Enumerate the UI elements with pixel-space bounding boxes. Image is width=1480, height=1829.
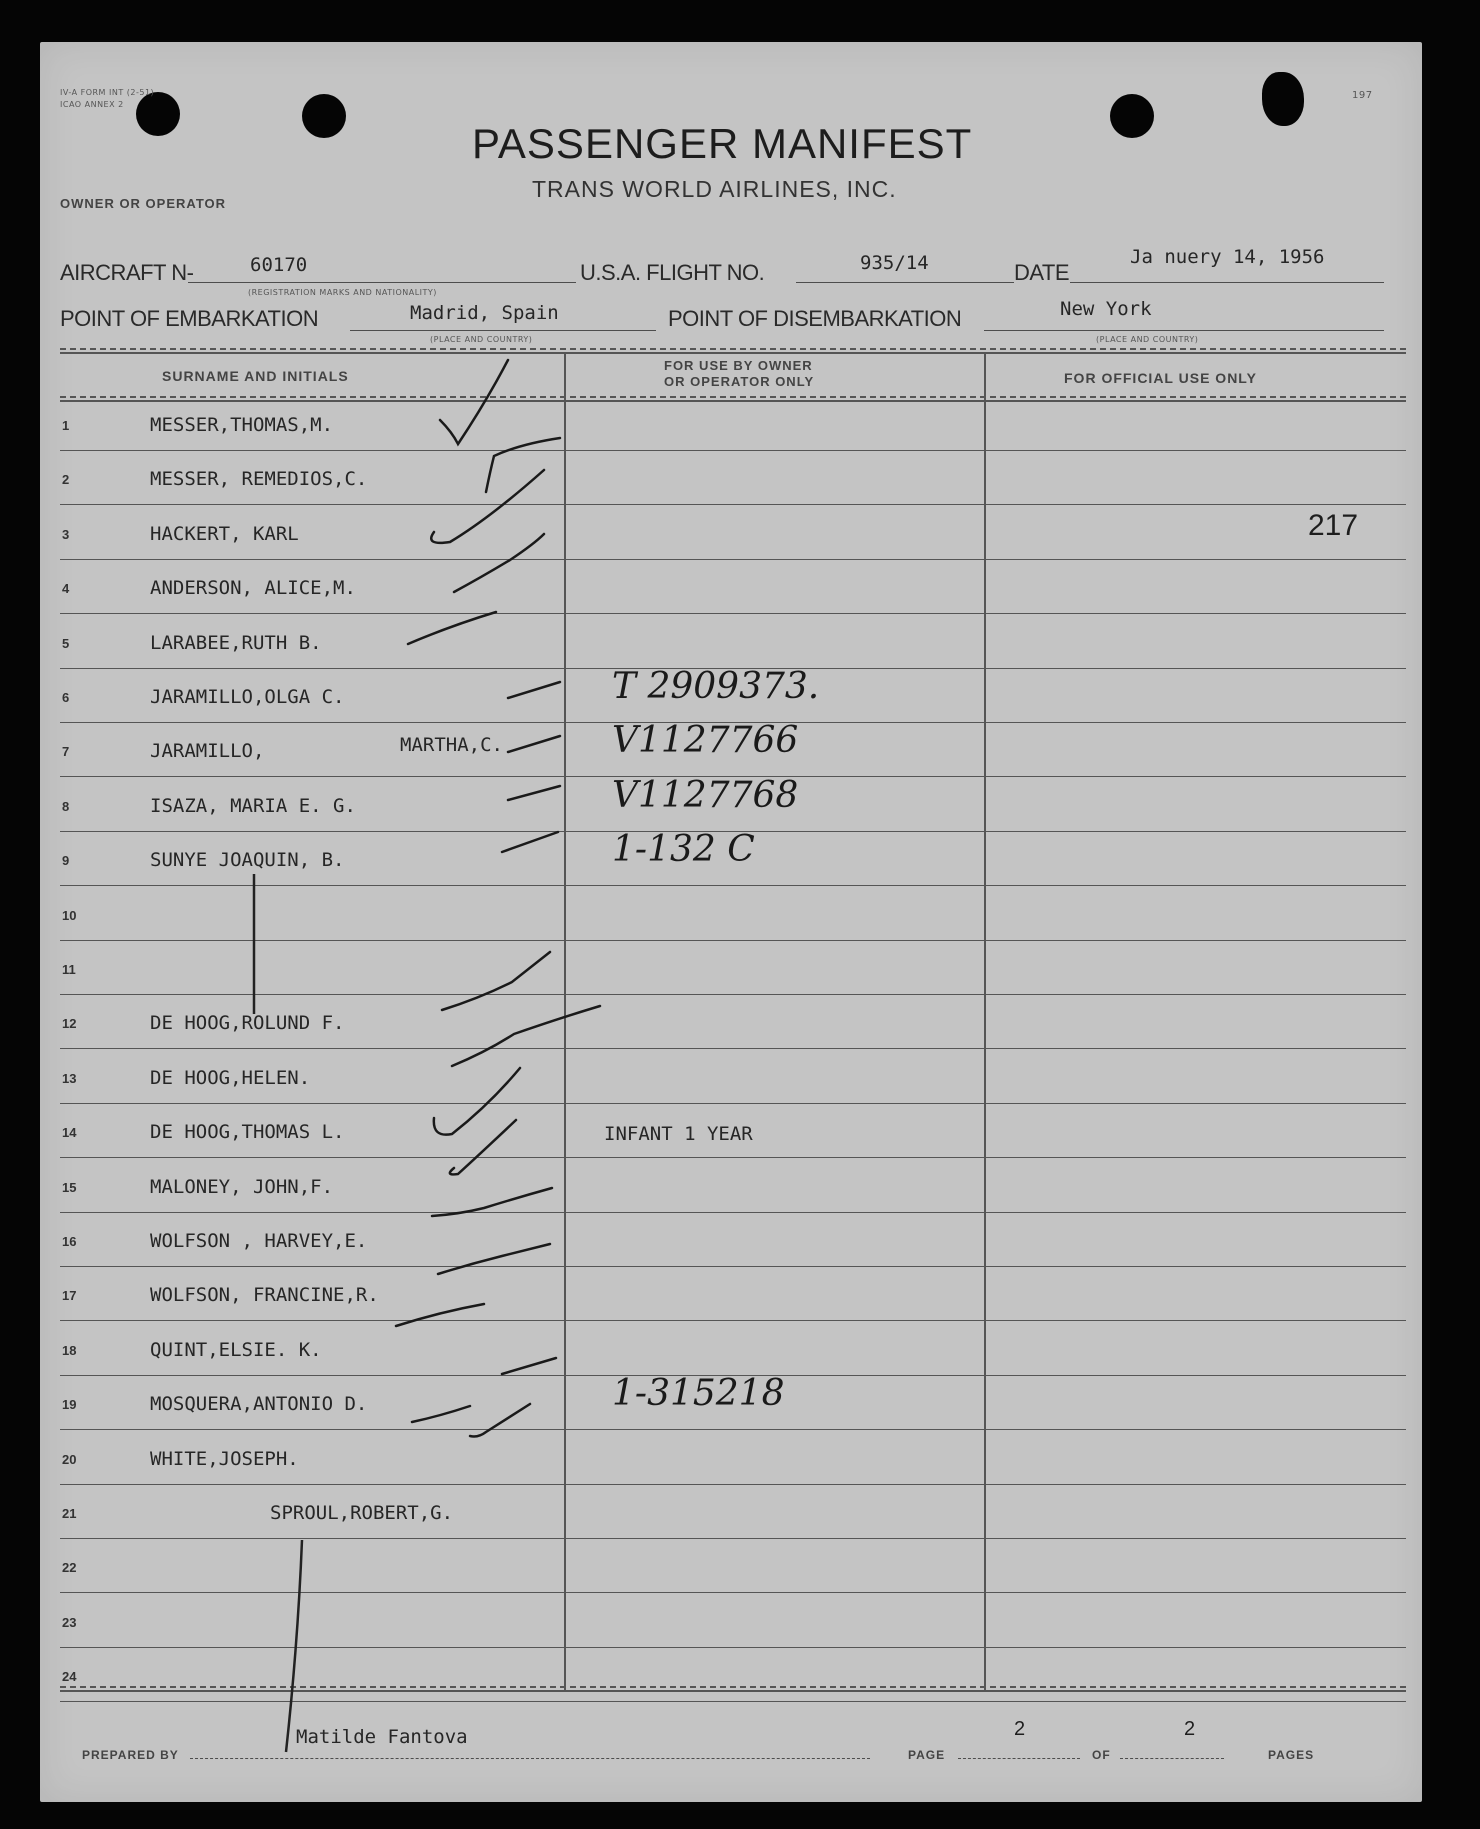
- embarkation-point: Madrid, Spain: [410, 302, 559, 324]
- owner-use-entry: V1127768: [612, 774, 799, 816]
- passenger-name: DE HOOG,ROLUND F.: [150, 1012, 345, 1035]
- row-number: 14: [62, 1125, 77, 1141]
- passenger-name: ISAZA, MARIA E. G.: [150, 794, 356, 817]
- passenger-name: JARAMILLO,OLGA C.: [150, 686, 345, 708]
- passenger-name: DE HOOG,THOMAS L.: [150, 1121, 345, 1144]
- passenger-name-extra: MARTHA,C.: [400, 734, 503, 757]
- row-number: 18: [62, 1342, 77, 1358]
- passenger-name: SPROUL,ROBERT,G.: [270, 1502, 454, 1524]
- row-number: 16: [62, 1234, 77, 1249]
- icao-annex: ICAO ANNEX 2: [60, 100, 124, 109]
- passenger-name: JARAMILLO,: [150, 740, 265, 763]
- row-number: 1: [62, 418, 70, 433]
- row-number: 10: [62, 907, 77, 923]
- passenger-name: HACKERT, KARL: [150, 522, 299, 545]
- owner-use-entry: V1127766: [612, 720, 799, 762]
- page-label: PAGE: [908, 1748, 946, 1762]
- registration-note: (REGISTRATION MARKS AND NATIONALITY): [248, 288, 437, 297]
- row-number: 8: [62, 798, 70, 814]
- row-number: 7: [62, 744, 70, 760]
- col-official-header: FOR OFFICIAL USE ONLY: [1064, 370, 1257, 386]
- disembarkation-point: New York: [1060, 298, 1152, 320]
- total-pages: 2: [1184, 1718, 1196, 1740]
- passenger-name: DE HOOG,HELEN.: [150, 1066, 311, 1089]
- passenger-name: ANDERSON, ALICE,M.: [150, 577, 356, 600]
- row-number: 11: [62, 962, 76, 977]
- flight-date: Ja nuery 14, 1956: [1130, 246, 1325, 268]
- row-number: 23: [62, 1614, 77, 1630]
- row-number: 24: [62, 1669, 77, 1685]
- passenger-name: QUINT,ELSIE. K.: [150, 1338, 322, 1361]
- row-number: 15: [62, 1179, 77, 1195]
- owner-use-entry: INFANT 1 YEAR: [604, 1123, 753, 1146]
- document-title: PASSENGER MANIFEST: [472, 120, 973, 167]
- row-number: 19: [62, 1397, 77, 1413]
- col-surname-header: SURNAME AND INITIALS: [162, 368, 349, 384]
- disembarkation-note: (PLACE AND COUNTRY): [1096, 335, 1199, 344]
- passenger-name: MOSQUERA,ANTONIO D.: [150, 1393, 368, 1416]
- date-label: DATE: [1014, 260, 1070, 285]
- row-number: 20: [62, 1451, 77, 1467]
- row-number: 5: [62, 635, 70, 651]
- passenger-name: WHITE,JOSEPH.: [150, 1447, 299, 1470]
- row-number: 22: [62, 1560, 77, 1576]
- aircraft-number: 60170: [250, 254, 308, 276]
- prepared-by-label: PREPARED BY: [82, 1748, 179, 1762]
- owner-use-entry: 1-132 C: [612, 829, 755, 871]
- pages-label: PAGES: [1268, 1748, 1315, 1762]
- col-owner-use-header-1: FOR USE BY OWNER: [664, 358, 813, 373]
- row-number: 17: [62, 1288, 77, 1304]
- row-number: 9: [62, 853, 70, 869]
- flight-label: U.S.A. FLIGHT NO.: [580, 260, 765, 285]
- disembarkation-label: POINT OF DISEMBARKATION: [668, 306, 962, 331]
- page-mark: 197: [1352, 90, 1373, 101]
- flight-number: 935/14: [860, 252, 929, 274]
- pen-strokes: [40, 42, 1422, 1802]
- prepared-by-value: Matilde Fantova: [296, 1726, 468, 1748]
- form-number: IV-A FORM INT (2-51): [60, 88, 155, 97]
- official-use-entry: 217: [1308, 508, 1359, 542]
- passenger-name: MESSER, REMEDIOS,C.: [150, 468, 368, 491]
- manifest-page: [40, 42, 1422, 1802]
- passenger-name: WOLFSON , HARVEY,E.: [150, 1230, 368, 1252]
- row-number: 2: [62, 472, 70, 488]
- aircraft-label: AIRCRAFT N-: [60, 260, 194, 285]
- embarkation-label: POINT OF EMBARKATION: [60, 306, 319, 331]
- owner-use-entry: T 2909373.: [612, 666, 820, 707]
- row-number: 21: [62, 1506, 77, 1521]
- row-number: 6: [62, 690, 70, 705]
- airline-name: TRANS WORLD AIRLINES, INC.: [532, 176, 897, 202]
- owner-label: OWNER OR OPERATOR: [60, 196, 227, 211]
- passenger-name: MESSER,THOMAS,M.: [150, 414, 334, 436]
- page-number: 2: [1014, 1718, 1026, 1740]
- row-number: 12: [62, 1016, 77, 1032]
- passenger-name: WOLFSON, FRANCINE,R.: [150, 1284, 379, 1307]
- passenger-name: SUNYE JOAQUIN, B.: [150, 849, 345, 872]
- passenger-name: LARABEE,RUTH B.: [150, 631, 322, 654]
- row-number: 4: [62, 581, 70, 597]
- row-number: 3: [62, 526, 70, 542]
- col-owner-use-header-2: OR OPERATOR ONLY: [664, 374, 815, 389]
- of-label: OF: [1092, 1748, 1111, 1762]
- embarkation-note: (PLACE AND COUNTRY): [430, 335, 533, 344]
- owner-use-entry: 1-315218: [612, 1373, 785, 1415]
- passenger-name: MALONEY, JOHN,F.: [150, 1175, 334, 1198]
- row-number: 13: [62, 1070, 77, 1086]
